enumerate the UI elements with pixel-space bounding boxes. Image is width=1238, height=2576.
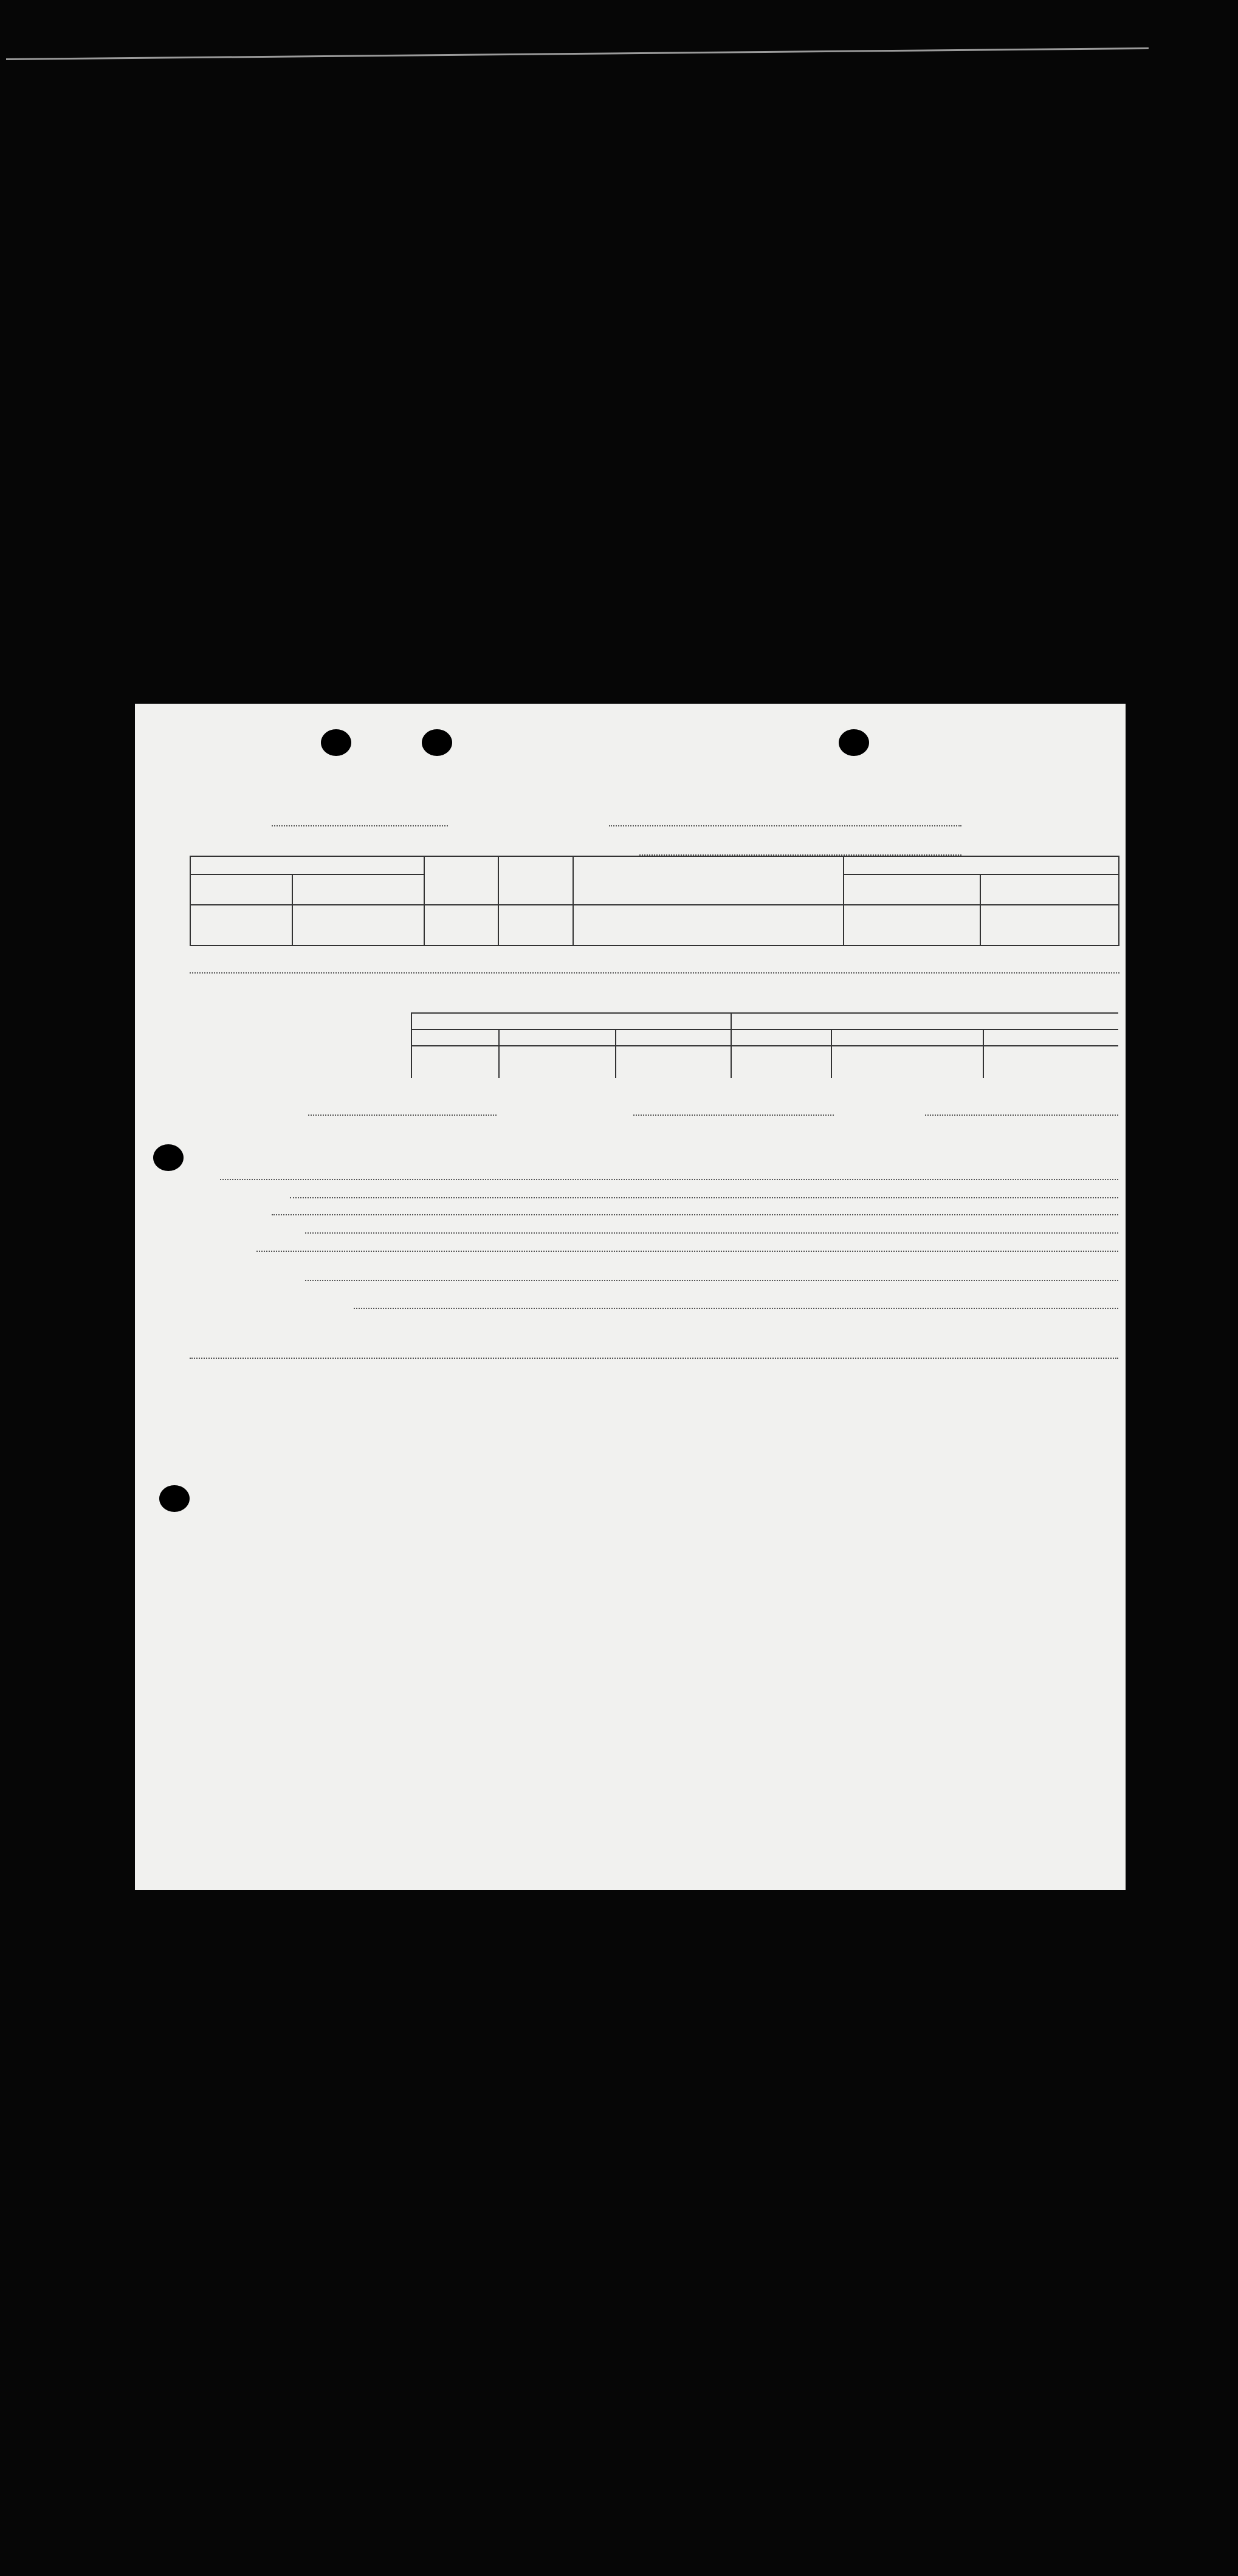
height-line — [272, 1214, 1118, 1215]
information-sheet-document — [135, 704, 1126, 1890]
punch-hole — [159, 1485, 190, 1512]
table-rule — [424, 856, 425, 945]
table-rule — [292, 874, 293, 945]
place-line — [925, 1115, 1118, 1116]
birth-line — [305, 1280, 1118, 1281]
table-rule — [498, 1029, 500, 1078]
visa-line — [220, 1179, 1118, 1180]
table-rule — [980, 874, 981, 945]
table-rule — [983, 1029, 984, 1078]
ticket-line — [290, 1197, 1118, 1198]
punch-hole — [321, 729, 351, 756]
punch-hole — [153, 1144, 184, 1171]
passport-line — [308, 1115, 497, 1116]
table-rule — [190, 856, 191, 945]
table-rule — [831, 1029, 832, 1078]
relative-line — [190, 1358, 1118, 1359]
table-rule — [411, 1012, 412, 1078]
punch-hole — [839, 729, 869, 756]
residence-line — [354, 1308, 1118, 1309]
accompanied-line — [305, 1232, 1118, 1234]
table-rule — [498, 856, 499, 945]
table-rule — [411, 1045, 1118, 1046]
table-rule — [731, 1012, 732, 1078]
table-rule — [411, 1029, 1118, 1030]
race-line — [256, 1251, 1118, 1252]
film-edge-line — [6, 47, 1149, 60]
table-rule — [843, 856, 844, 945]
table-rule — [1118, 856, 1119, 945]
table-rule — [411, 1012, 1118, 1014]
punch-hole — [422, 729, 452, 756]
table-rule — [190, 856, 1119, 857]
table-rule — [573, 856, 574, 945]
issue-date-line — [633, 1115, 834, 1116]
table-rule — [843, 874, 1119, 875]
departing-line — [609, 825, 961, 826]
table-rule — [190, 945, 1119, 946]
table-rule — [615, 1029, 616, 1078]
table-rule — [190, 874, 424, 875]
address-line — [190, 972, 1119, 974]
aircraft-line — [272, 825, 448, 826]
